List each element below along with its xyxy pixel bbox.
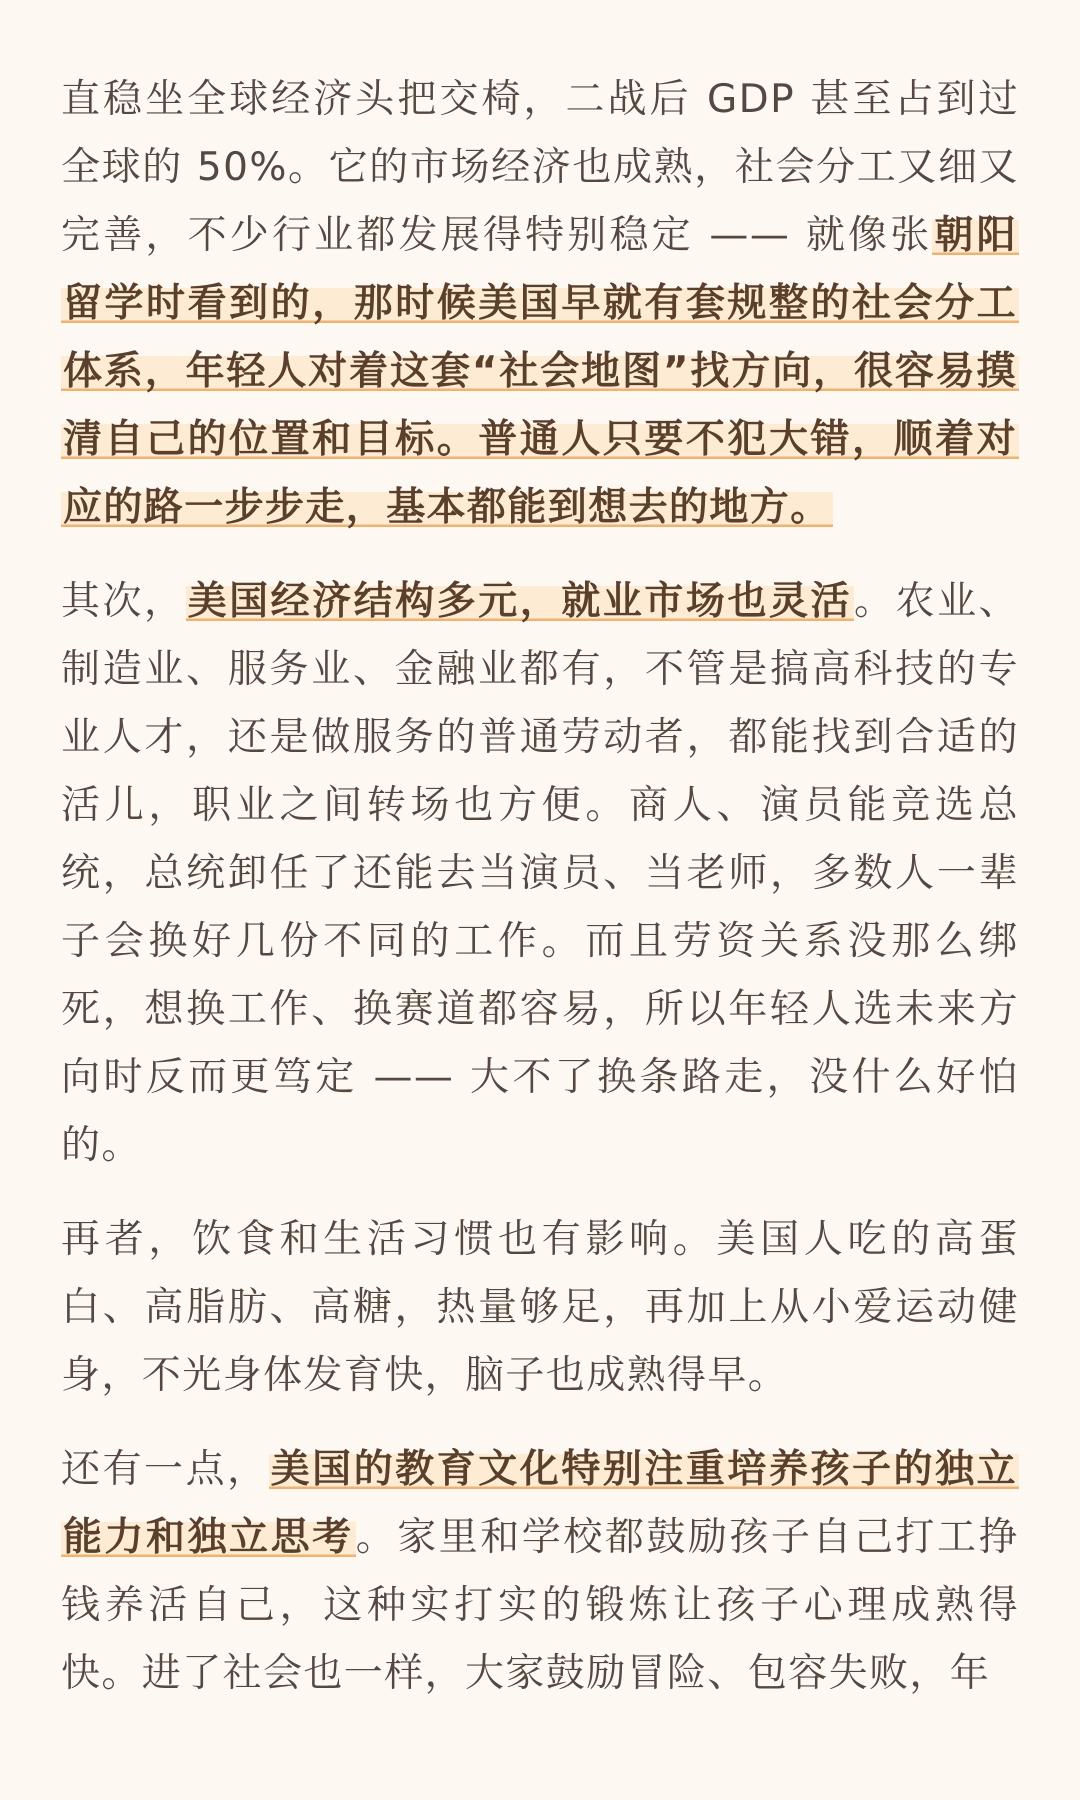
paragraph-text: 还有一点， — [61, 1447, 269, 1492]
highlighted-text: 朝阳留学时看到的，那时候美国早就有套规整的社会分工体系，年轻人对着这套“社会地图”找方向，很容易摸清自己的位置和目标。普通人只要不犯大错，顺着对应的路一步步走，基本都能到想去的地方。 — [63, 213, 1017, 530]
paragraph-economy — [61, 66, 1019, 542]
paragraph-text: 。家里和学校都鼓励孩子自己打工挣钱养活自己，这种实打实的锻炼让孩子心理成熟得快。进了社会也一样，大家鼓励冒险、包容失败，年 — [61, 1515, 1019, 1696]
paragraph-text: 直稳坐全球经济头把交椅，二战后 GDP 甚至占到过全球的 50%。它的市场经济也成熟，社会分工又细又完善，不少行业都发展得特别稳定 —— 就像张 — [61, 77, 1019, 258]
paragraph-education — [61, 1436, 1019, 1708]
paragraph-text: 。农业、制造业、服务业、金融业都有，不管是搞高科技的专业人才，还是做服务的普通劳动者，都能找到合适的活儿，职业之间转场也方便。商人、演员能竞选总统，总统卸任了还能去当演员、当老师，多数人一辈子会换好几份不同的工作。而且劳资关系没那么绑死，想换工作、换赛道都容易，所以年轻人选未来方向时反而更笃定 —— 大不了换条路走，没什么好怕的。 — [61, 579, 1020, 1168]
paragraph-employment — [61, 568, 1019, 1180]
paragraph-text: 其次， — [61, 579, 186, 624]
highlighted-text: 美国经济结构多元，就业市场也灵活 — [187, 579, 853, 624]
paragraph-diet — [61, 1206, 1019, 1410]
highlighted-text: 美国的教育文化特别注重培养孩子的独立能力和独立思考 — [63, 1447, 1017, 1560]
paragraph-text: 再者，饮食和生活习惯也有影响。美国人吃的高蛋白、高脂肪、高糖，热量够足，再加上从小爱运动健身，不光身体发育快，脑子也成熟得早。 — [61, 1217, 1019, 1398]
